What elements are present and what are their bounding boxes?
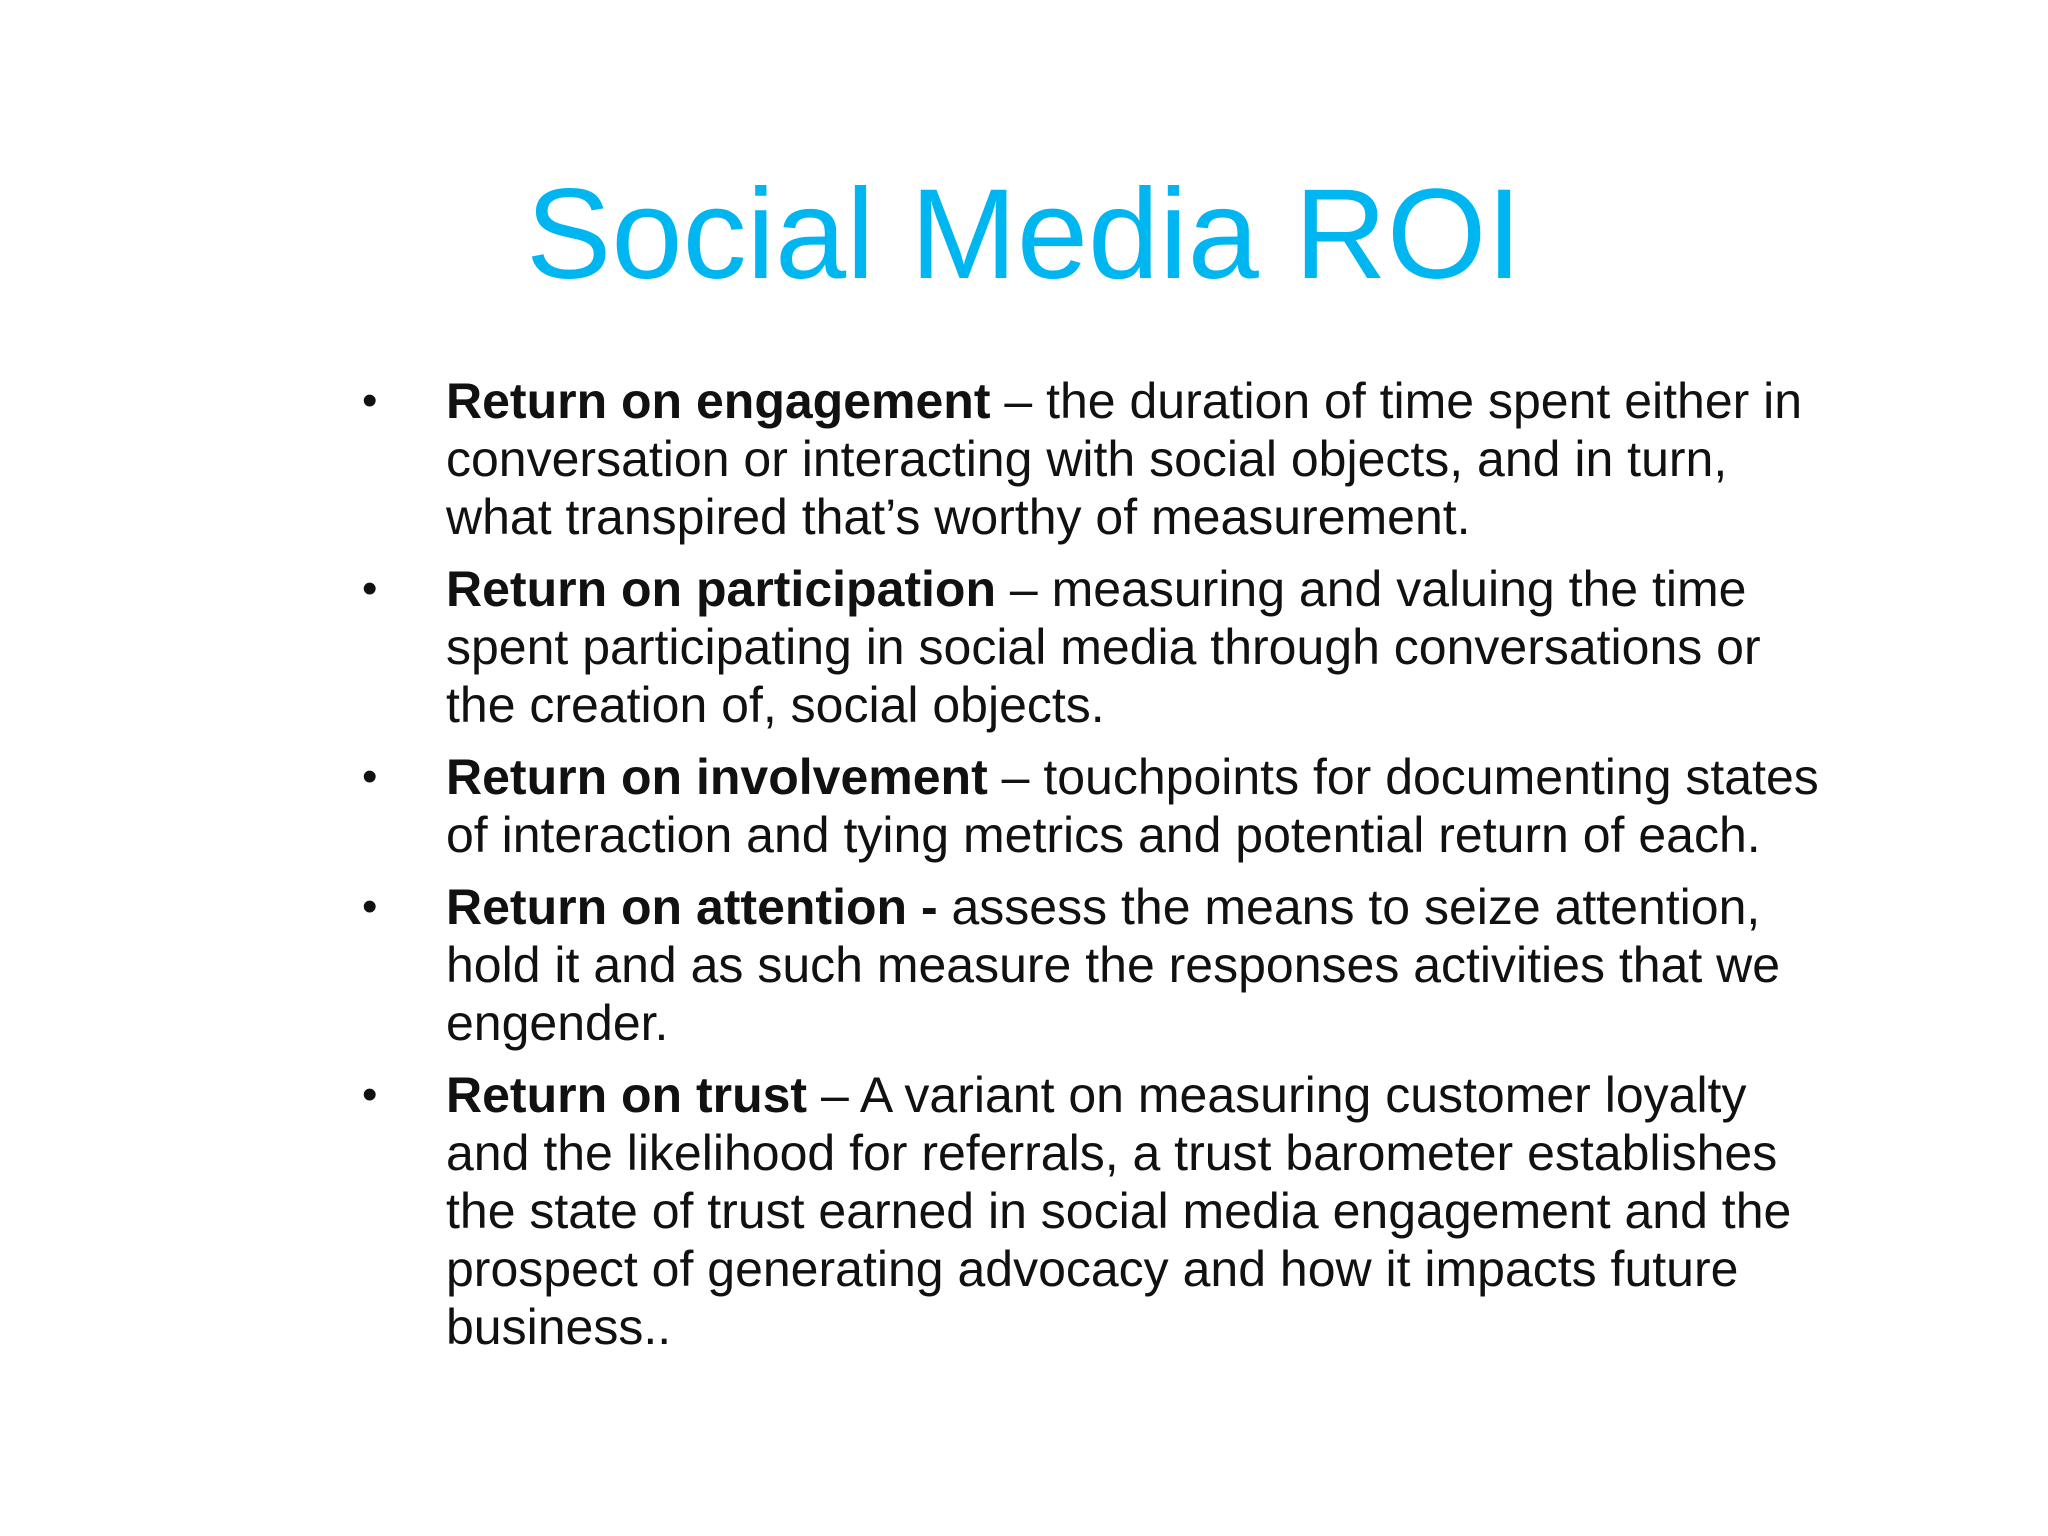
bullet-description: assess the means to seize attention, hold it and as such measure the responses activities that we engender.: [446, 879, 1781, 1051]
bullet-dot-icon: •: [362, 564, 378, 613]
bullet-description: – the duration of time spent either in conversation or interacting with social objects, and in turn, what transpired that’s worthy of measurement.: [446, 373, 1803, 545]
bullet-dot-icon: •: [362, 376, 378, 425]
bullet-term: Return on involvement: [446, 749, 988, 805]
bullet-term: Return on attention -: [446, 879, 938, 935]
bullet-item-trust: [362, 1066, 1822, 1356]
slide-title: Social Media ROI: [526, 163, 1522, 306]
bullet-term: Return on participation: [446, 561, 996, 617]
bullet-list: [362, 372, 1822, 1370]
bullet-item-participation: [362, 560, 1822, 734]
bullet-term: Return on trust: [446, 1067, 808, 1123]
bullet-dot-icon: •: [362, 882, 378, 931]
bullet-dot-icon: •: [362, 752, 378, 801]
bullet-description: – A variant on measuring customer loyalty and the likelihood for referrals, a trust barometer establishes the state of trust earned in social media engagement and the prospect of generating advocacy and how it impacts future business..: [446, 1067, 1792, 1355]
bullet-dot-icon: •: [362, 1070, 378, 1119]
bullet-item-attention: [362, 878, 1822, 1052]
bullet-description: – touchpoints for documenting states of interaction and tying metrics and potential return of each.: [446, 749, 1819, 863]
bullet-item-involvement: [362, 748, 1822, 864]
bullet-description: – measuring and valuing the time spent participating in social media through conversations or the creation of, social objects.: [446, 561, 1761, 733]
bullet-item-engagement: [362, 372, 1822, 546]
bullet-term: Return on engagement: [446, 373, 991, 429]
